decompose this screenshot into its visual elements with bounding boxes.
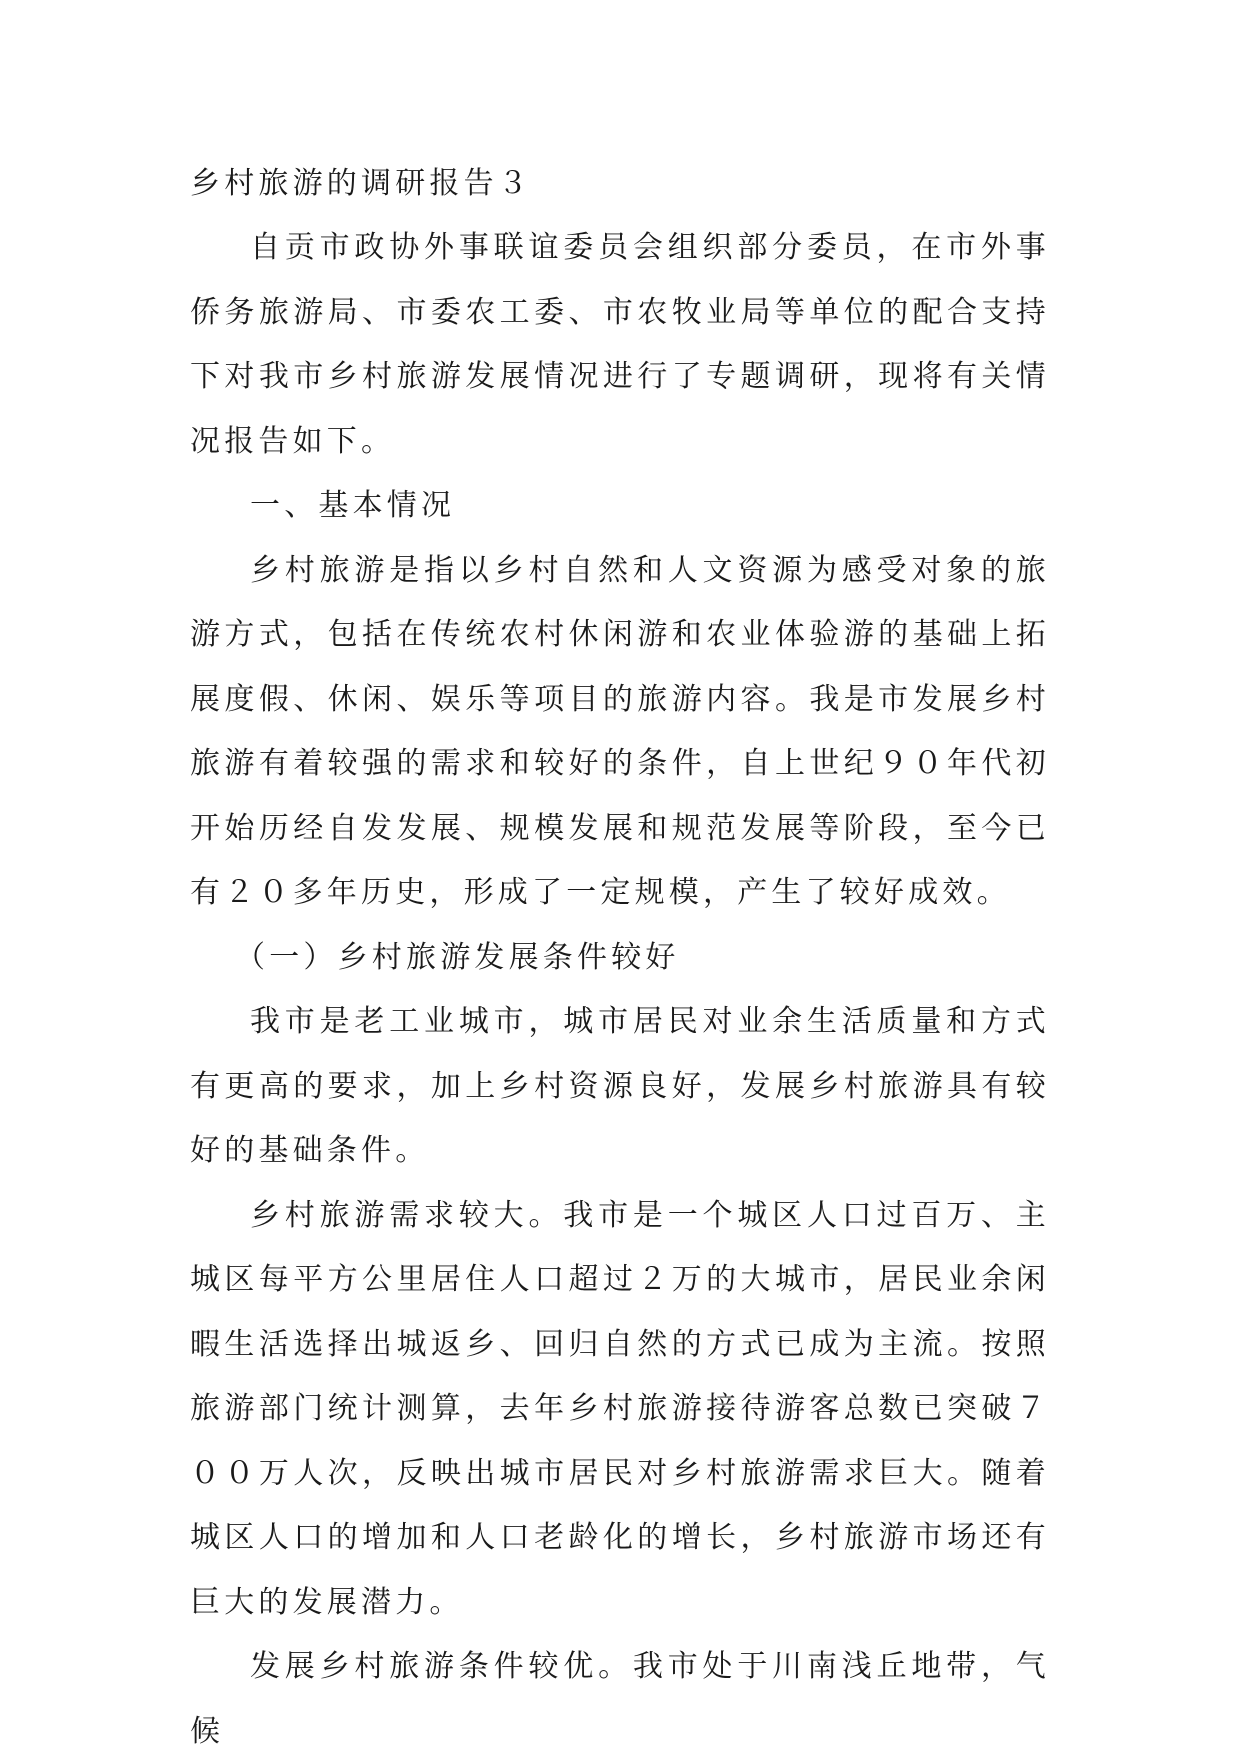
demand-paragraph: 乡村旅游需求较大。我市是一个城区人口过百万、主城区每平方公里居住人口超过２万的大城市，居民业余闲暇生活选择出城返乡、回归自然的方式已成为主流。按照旅游部门统计测算，去年乡村旅游接待游客总数已突破７００万人次，反映出城市居民对乡村旅游需求巨大。随着城区人口的增加和人口老龄化的增长，乡村旅游市场还有巨大的发展潜力。 <box>190 1197 1050 1620</box>
subsection-heading-conditions: （一）乡村旅游发展条件较好 <box>235 939 680 975</box>
section-heading-basic-situation: 一、基本情况 <box>250 488 456 523</box>
document-title: 乡村旅游的调研报告３ <box>190 166 532 201</box>
intro-paragraph: 自贡市政协外事联谊委员会组织部分委员，在市外事侨务旅游局、市委农工委、市农牧业局等单位的配合支持下对我市乡村旅游发展情况进行了专题调研，现将有关情况报告如下。 <box>190 230 1050 459</box>
definition-paragraph: 乡村旅游是指以乡村自然和人文资源为感受对象的旅游方式，包括在传统农村休闲游和农业体验游的基础上拓展度假、休闲、娱乐等项目的旅游内容。我是市发展乡村旅游有着较强的需求和较好的条件，自上世纪９０年代初开始历经自发发展、规模发展和规范发展等阶段，至今已有２０多年历史，形成了一定规模，产生了较好成效。 <box>190 552 1050 910</box>
city-background-paragraph: 我市是老工业城市，城市居民对业余生活质量和方式有更高的要求，加上乡村资源良好，发展乡村旅游具有较好的基础条件。 <box>190 1004 1050 1168</box>
document-page <box>190 152 1050 1764</box>
conditions-paragraph: 发展乡村旅游条件较优。我市处于川南浅丘地带，气候 <box>190 1649 1050 1749</box>
